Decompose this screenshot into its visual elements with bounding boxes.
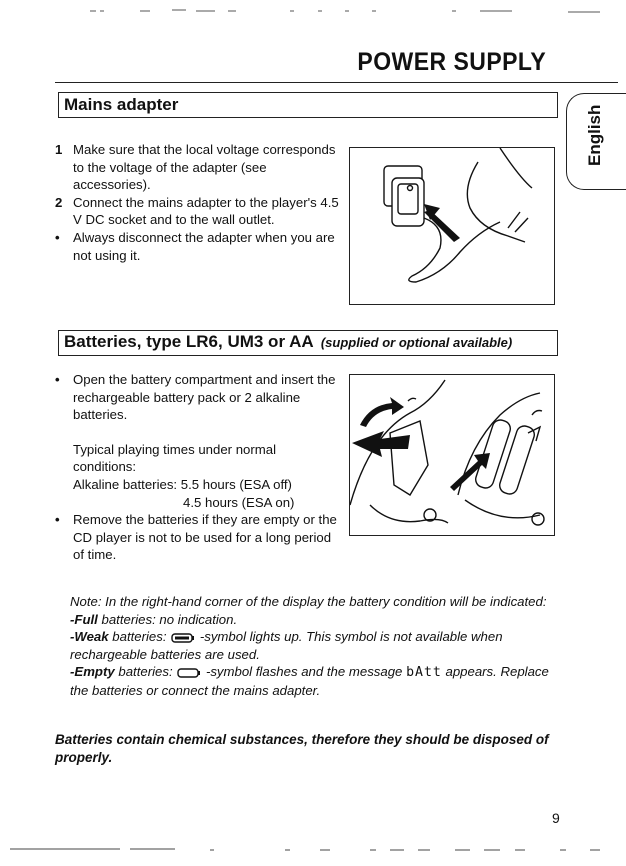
- mains-step-1: 1 Make sure that the local voltage corresponds to the voltage of the adapter (see accessories).: [55, 142, 336, 193]
- mains-heading: Mains adapter: [64, 95, 179, 114]
- battery-compartment-illustration: [349, 374, 555, 536]
- empty-battery-icon: [176, 668, 202, 678]
- mains-instructions: [55, 141, 340, 264]
- empty-battery-message: bAtt: [406, 665, 442, 681]
- batteries-heading: Batteries, type LR6, UM3 or AA: [64, 332, 314, 351]
- disposal-warning: Batteries contain chemical substances, therefore they should be disposed of properly.: [55, 732, 549, 765]
- page-title: POWER SUPPLY: [357, 48, 546, 76]
- note-full: -Full batteries: no indication.: [70, 611, 238, 627]
- battery-instructions: [55, 371, 340, 564]
- scan-noise-bottom: [0, 845, 626, 855]
- mains-section-header: [58, 92, 558, 118]
- language-tab: [566, 93, 626, 190]
- language-tab-label: English: [585, 104, 604, 166]
- playing-times-esa-off: Alkaline batteries: 5.5 hours (ESA off): [73, 476, 292, 492]
- battery-bullet-remove: • Remove the batteries if they are empty or the CD player is not to be used for a long period of time.: [55, 512, 337, 563]
- batteries-section-header: [58, 330, 558, 356]
- weak-battery-icon: [170, 633, 196, 643]
- title-rule: [55, 82, 618, 83]
- note-intro: Note: In the right-hand corner of the display the battery condition will be indicated:: [70, 594, 547, 609]
- battery-condition-note: [70, 593, 570, 700]
- mains-bullet: • Always disconnect the adapter when you are not using it.: [55, 229, 335, 263]
- page-number: 9: [552, 810, 560, 826]
- note-empty: -Empty batteries: -symbol flashes and the message bAtt appears. Replace the batteries or connect the mains adapter.: [70, 664, 549, 698]
- playing-times-intro: Typical playing times under normal conditions:: [73, 441, 277, 475]
- playing-times-esa-on: 4.5 hours (ESA on): [183, 494, 295, 510]
- note-weak: -Weak batteries: -symbol lights up. This symbol is not available when rechargeable batteries are used.: [70, 629, 503, 662]
- mains-adapter-illustration: [349, 147, 555, 305]
- scan-noise-top: [0, 6, 626, 16]
- mains-step-2: 2 Connect the mains adapter to the player's 4.5 V DC socket and to the wall outlet.: [55, 194, 339, 228]
- batteries-heading-note: (supplied or optional available): [320, 335, 513, 350]
- battery-bullet-insert: • Open the battery compartment and insert the rechargeable battery pack or 2 alkaline batteries.: [55, 372, 336, 423]
